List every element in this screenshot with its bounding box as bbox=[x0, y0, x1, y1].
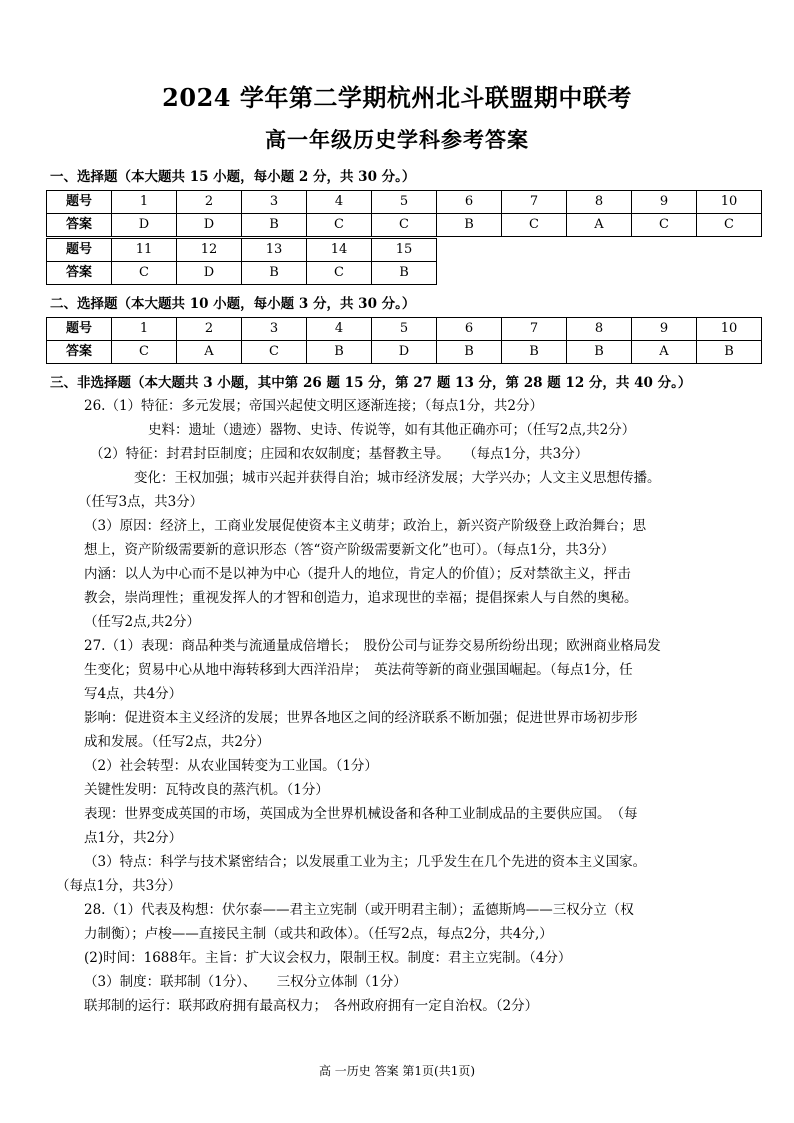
row-label-answer: 答案 bbox=[47, 341, 112, 364]
question-number: 9 bbox=[632, 191, 697, 214]
answer-cell: D bbox=[177, 214, 242, 237]
answer-cell: A bbox=[177, 341, 242, 364]
answer-cell: C bbox=[112, 341, 177, 364]
row-label-answer: 答案 bbox=[47, 262, 112, 285]
answer-line: 生变化；贸易中心从地中海转移到大西洋沿岸； 英法荷等新的商业强国崛起。（每点1分，任 bbox=[84, 662, 633, 678]
question-number: 7 bbox=[502, 191, 567, 214]
answer-line: （任写2点,共2分） bbox=[84, 614, 200, 630]
question-number: 3 bbox=[242, 191, 307, 214]
question-number: 7 bbox=[502, 318, 567, 341]
answer-cell: B bbox=[697, 341, 762, 364]
answer-line: 变化：王权加强；城市兴起并获得自治；城市经济发展；大学兴办；人文主义思想传播。 bbox=[134, 470, 661, 486]
answer-cell: C bbox=[372, 214, 437, 237]
answer-line: 想上，资产阶级需要新的意识形态（答“资产阶级需要新文化”也可）。（每点1分，共3分） bbox=[84, 542, 615, 558]
answer-line: 力制衡）；卢梭——直接民主制（或共和政体）。（任写2点，每点2分，共4分,） bbox=[84, 926, 553, 942]
answer-line: （每点1分，共3分） bbox=[56, 878, 182, 894]
page-title: 2024 学年第二学期杭州北斗联盟期中联考 bbox=[162, 83, 632, 112]
section1-table-a bbox=[46, 190, 762, 237]
answer-line: （2）特征：封君封臣制度；庄园和农奴制度；基督教主导。 （每点1分，共3分） bbox=[90, 446, 589, 462]
answer-cell: B bbox=[242, 214, 307, 237]
table-row bbox=[47, 341, 762, 364]
table-row bbox=[47, 239, 437, 262]
answer-cell: B bbox=[372, 262, 437, 285]
answer-line: 26.（1）特征：多元发展；帝国兴起使文明区逐渐连接；（每点1分，共2分） bbox=[84, 398, 543, 414]
question-number: 15 bbox=[372, 239, 437, 262]
answer-line: （任写3点，共3分） bbox=[78, 494, 204, 510]
question-number: 14 bbox=[307, 239, 372, 262]
answer-line: 27.（1）表现：商品种类与流通量成倍增长； 股份公司与证券交易所纷纷出现；欧洲商业格局发 bbox=[84, 638, 661, 654]
answer-line: 点1分，共2分） bbox=[84, 830, 183, 846]
question-number: 2 bbox=[177, 318, 242, 341]
question-number: 4 bbox=[307, 318, 372, 341]
question-number: 2 bbox=[177, 191, 242, 214]
answer-line: 内涵：以人为中心而不是以神为中心（提升人的地位，肯定人的价值）；反对禁欲主义，抨击 bbox=[84, 566, 631, 582]
answer-line: 表现：世界变成英国的市场，英国成为全世界机械设备和各种工业制成品的主要供应国。 （每 bbox=[84, 806, 638, 822]
answer-line: 影响：促进资本主义经济的发展；世界各地区之间的经济联系不断加强；促进世界市场初步形 bbox=[84, 710, 638, 726]
question-number: 11 bbox=[112, 239, 177, 262]
answer-cell: C bbox=[502, 214, 567, 237]
answer-cell: C bbox=[112, 262, 177, 285]
question-number: 6 bbox=[437, 318, 502, 341]
answer-cell: C bbox=[242, 341, 307, 364]
answer-line: (2)时间：1688年。主旨：扩大议会权力，限制王权。制度：君主立宪制。（4分） bbox=[84, 950, 572, 966]
question-number: 4 bbox=[307, 191, 372, 214]
answer-cell: D bbox=[177, 262, 242, 285]
answer-cell: C bbox=[632, 214, 697, 237]
answer-line: （2）社会转型：从农业国转变为工业国。（1分） bbox=[84, 758, 378, 774]
answer-cell: C bbox=[307, 262, 372, 285]
question-number: 1 bbox=[112, 318, 177, 341]
answer-line: （3）制度：联邦制（1分）、 三权分立体制（1分） bbox=[84, 974, 407, 990]
question-number: 10 bbox=[697, 191, 762, 214]
answer-cell: A bbox=[632, 341, 697, 364]
row-label-answer: 答案 bbox=[47, 214, 112, 237]
section1-table-b bbox=[46, 238, 437, 285]
answer-line: 写4点，共4分） bbox=[84, 686, 183, 702]
row-label-question: 题号 bbox=[47, 239, 112, 262]
answer-cell: B bbox=[502, 341, 567, 364]
answer-line: 成和发展。（任写2点，共2分） bbox=[84, 734, 270, 750]
answer-line: （3）原因：经济上，工商业发展促使资本主义萌芽；政治上，新兴资产阶级登上政治舞台；思 bbox=[84, 518, 647, 534]
answer-line: 关键性发明：瓦特改良的蒸汽机。（1分） bbox=[84, 782, 329, 798]
section1-heading: 一、选择题（本大题共 15 小题，每小题 2 分，共 30 分。） bbox=[50, 169, 416, 185]
page-subtitle: 高一年级历史学科参考答案 bbox=[265, 127, 529, 152]
answer-line: 史料：遗址（遗迹）器物、史诗、传说等，如有其他正确亦可；（任写2点,共2分） bbox=[148, 422, 636, 438]
answer-cell: D bbox=[112, 214, 177, 237]
section3-heading: 三、非选择题（本大题共 3 小题，其中第 26 题 15 分，第 27 题 13 分，第 28 题 12 分，共 40 分。） bbox=[50, 375, 692, 391]
answer-cell: B bbox=[437, 341, 502, 364]
answer-cell: C bbox=[697, 214, 762, 237]
answer-line: 28.（1）代表及构想：伏尔泰——君主立宪制（或开明君主制）；孟德斯鸠——三权分立（权 bbox=[84, 902, 634, 918]
question-number: 12 bbox=[177, 239, 242, 262]
section2-table bbox=[46, 317, 762, 364]
page-footer: 高 一历史 答案 第1页(共1页) bbox=[318, 1064, 476, 1078]
table-row bbox=[47, 191, 762, 214]
question-number: 6 bbox=[437, 191, 502, 214]
question-number: 10 bbox=[697, 318, 762, 341]
question-number: 8 bbox=[567, 318, 632, 341]
answer-cell: C bbox=[307, 214, 372, 237]
question-number: 13 bbox=[242, 239, 307, 262]
answer-cell: B bbox=[567, 341, 632, 364]
answer-line: 联邦制的运行：联邦政府拥有最高权力； 各州政府拥有一定自治权。（2分） bbox=[84, 998, 539, 1014]
table-row bbox=[47, 214, 762, 237]
question-number: 5 bbox=[372, 318, 437, 341]
answer-cell: B bbox=[242, 262, 307, 285]
answer-line: 教会，崇尚理性；重视发挥人的才智和创造力，追求现世的幸福；提倡探索人与自然的奥秘。 bbox=[84, 590, 638, 606]
answer-line: （3）特点：科学与技术紧密结合；以发展重工业为主；几乎发生在几个先进的资本主义国家。 bbox=[84, 854, 647, 870]
answer-cell: B bbox=[437, 214, 502, 237]
answer-cell: D bbox=[372, 341, 437, 364]
question-number: 8 bbox=[567, 191, 632, 214]
answer-cell: A bbox=[567, 214, 632, 237]
question-number: 1 bbox=[112, 191, 177, 214]
row-label-question: 题号 bbox=[47, 318, 112, 341]
section2-heading: 二、选择题（本大题共 10 小题，每小题 3 分，共 30 分。） bbox=[50, 296, 416, 312]
question-number: 3 bbox=[242, 318, 307, 341]
row-label-question: 题号 bbox=[47, 191, 112, 214]
question-number: 5 bbox=[372, 191, 437, 214]
table-row bbox=[47, 262, 437, 285]
question-number: 9 bbox=[632, 318, 697, 341]
answer-cell: B bbox=[307, 341, 372, 364]
table-row bbox=[47, 318, 762, 341]
